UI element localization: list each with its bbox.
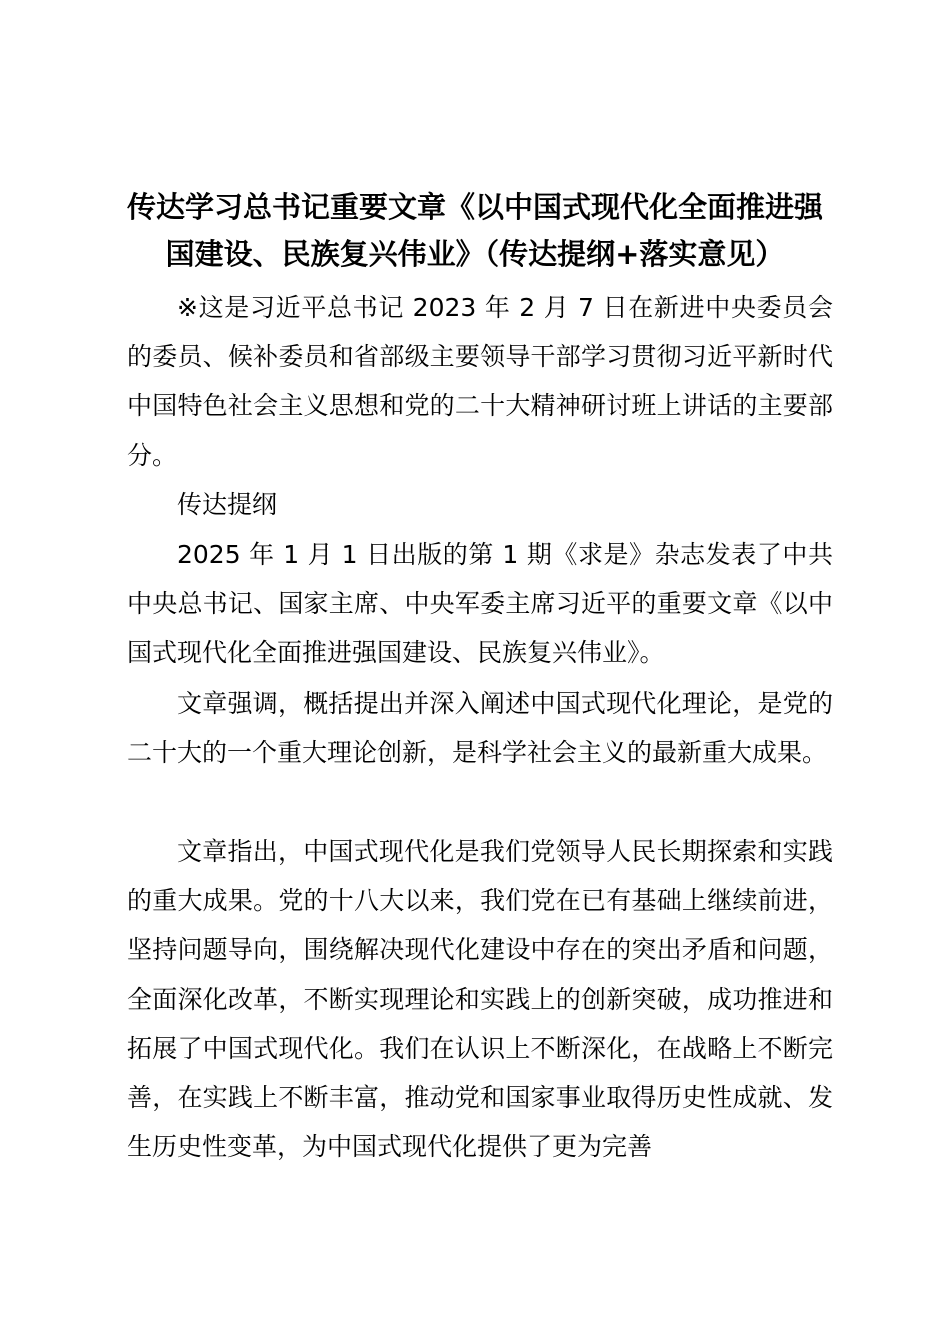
document-title-line-1: 传达学习总书记重要文章《以中国式现代化全面推进强 <box>126 190 823 224</box>
body-paragraph: 2025 年 1 月 1 日出版的第 1 期《求是》杂志发表了中共中央总书记、国家主席、中央军委主席习近平的重要文章《以中国式现代化全面推进强国建设、民族复兴伟业》。 <box>127 540 833 668</box>
note-paragraph: ※这是习近平总书记 2023 年 2 月 7 日在新进中央委员会的委员、候补委员和省部级主要领导干部学习贯彻习近平新时代中国特色社会主义思想和党的二十大精神研讨班上讲话的主要部分。 <box>127 293 833 470</box>
body-paragraph: 文章指出，中国式现代化是我们党领导人民长期探索和实践的重大成果。党的十八大以来，我们党在已有基础上继续前进，坚持问题导向，围绕解决现代化建设中存在的突出矛盾和问题，全面深化改革，不断实现理论和实践上的创新突破，成功推进和拓展了中国式现代化。我们在认识上不断深化，在战略上不断完善，在实践上不断丰富，推动党和国家事业取得历史性成就、发生历史性变革，为中国式现代化提供了更为完善 <box>127 837 833 1162</box>
section-heading: 传达提纲 <box>177 490 278 519</box>
document-title-line-2: 国建设、民族复兴伟业》（传达提纲+落实意见） <box>165 237 785 271</box>
body-paragraph: 文章强调，概括提出并深入阐述中国式现代化理论，是党的二十大的一个重大理论创新，是科学社会主义的最新重大成果。 <box>127 689 833 768</box>
